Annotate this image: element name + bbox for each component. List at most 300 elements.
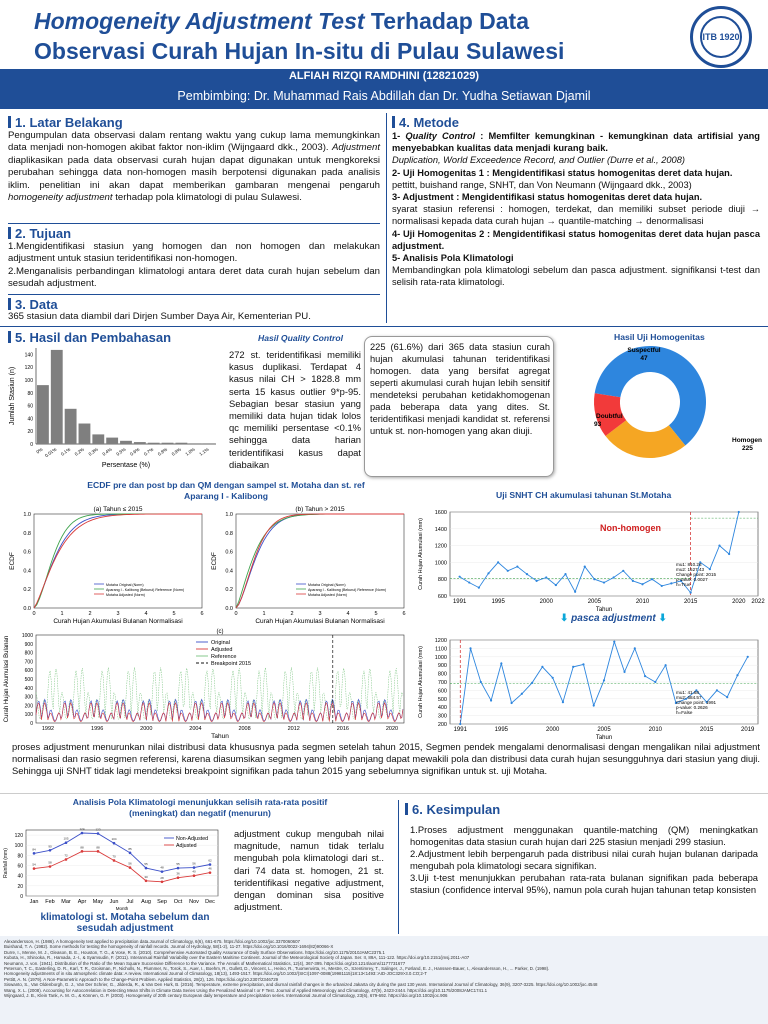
y-tick-label: 60 [27, 403, 33, 410]
y-tick-label: 500 [24, 677, 33, 683]
y-tick-label: 0.2 [23, 587, 31, 594]
series-point [516, 566, 518, 568]
x-tick-label: 2000 [545, 727, 560, 733]
series-point [603, 581, 605, 583]
x-tick-label: 2016 [336, 726, 349, 732]
series-point [623, 671, 625, 673]
series-point [500, 662, 502, 664]
histogram-bar [106, 438, 118, 444]
clim-point [49, 865, 52, 868]
reference-item: Buishand, T. A. (1982). Some methods for testing the homogeneity of rainfall records. Journal of Hydrology, 58(1-2), 11-27. https://doi.org/10.1016/0022-1694(82)90066-X [4, 944, 334, 950]
x-tick-label: Jun [109, 899, 119, 905]
y-tick-label: 600 [437, 594, 447, 600]
x-tick-label: 6 [402, 611, 406, 617]
y-tick-label: 40 [17, 873, 23, 880]
legend-label: h=True [676, 582, 691, 587]
y-tick-label: 1000 [21, 633, 33, 639]
x-tick-label: Sep [157, 899, 167, 905]
y-tick-label: 400 [24, 685, 33, 692]
title-italic: Homogeneity Adjustment Test [34, 8, 365, 34]
x-tick-label: 0.4% [101, 446, 113, 457]
histogram-bar [189, 443, 201, 444]
clim-point [97, 850, 100, 853]
data-label: 124 [79, 827, 85, 832]
legend-label: Original [211, 640, 230, 646]
series-point [690, 592, 692, 594]
kesimpulan-list [410, 824, 758, 896]
reference-item: Siswanto, S., Van Oldenborgh, G. J., Van Der Schrier, G., Jilderda, R., & Van Den Hurk, B. (2016). Temperature, extreme precipitation, and diurnal rainfall changes in the urbanized Jakarta city during the past 130 years. International Journal of Climatology, 36(9), 3207-3225. https://doi.org/10.1002/joc.4548 [4, 982, 598, 988]
x-tick-label: 2010 [635, 599, 650, 605]
histogram-bar [203, 443, 215, 444]
y-axis-label: Rainfall (mm) [3, 848, 9, 878]
y-tick-label: 500 [437, 696, 447, 703]
y-tick-label: 0.6 [225, 549, 233, 556]
reference-item: Kubota, H., Shirooka, R., Hamada, J.-I., & Syamsudin, F. (2011). Interannual Rainfall Variability over the Eastern Maritime Continent. Journal of the Meteorological Society of Japan. Ser. II, 89A, 111-122. https://doi.org/10.2151/jmsj.2011-A07 [4, 955, 470, 961]
x-tick-label: 0.3% [87, 446, 99, 457]
section-title-kesimpulan: 6. Kesimpulan [405, 802, 500, 817]
y-tick-label: 0.2 [225, 587, 233, 594]
kesimpulan-item: 1.Proses adjustment menggunakan quantile-matching (QM) meningkatkan homogenitas data stasiun curah hujan dari 225 stasiun menjadi 299 stasiun. [410, 824, 758, 847]
clim-point [161, 870, 164, 873]
x-tick-label: Mar [61, 899, 71, 905]
legend-label: p-value: 0.2626 [676, 705, 708, 710]
series-point [536, 580, 538, 582]
x-tick-label: 2 [290, 611, 294, 617]
clim-point [209, 863, 212, 866]
y-tick-label: 0 [30, 442, 33, 448]
data-label: 48 [160, 865, 164, 870]
snht-title: Uji SNHT CH akumulasi tahunan St.Motaha [496, 490, 672, 500]
clim-point [65, 858, 68, 861]
series-point [716, 689, 718, 691]
x-tick-label: 4 [346, 611, 350, 617]
data-label: 46 [208, 866, 212, 871]
series-point [555, 584, 557, 586]
legend-label: Aparang I - Kalibong (Bekurui) Reference (Norm) [106, 588, 185, 592]
y-tick-label: 120 [24, 365, 33, 372]
legend-label: Motaha Adjusted (Norm) [308, 593, 347, 597]
y-axis-label: Curah Hujan Akumulasi Bulanan [4, 635, 10, 723]
section-title-hasil: 5. Hasil dan Pembahasan [8, 330, 171, 345]
x-tick-label: 2020 [385, 726, 399, 732]
data-label: 56 [192, 861, 196, 866]
series-point [487, 572, 489, 574]
y-tick-label: 800 [437, 671, 447, 678]
x-tick-label: Apr [77, 899, 87, 905]
series-point [582, 663, 584, 665]
legend-label: mu1: 810.26 [676, 562, 702, 567]
y-tick-label: 200 [437, 722, 447, 728]
series-point [507, 570, 509, 572]
timeseries-chart [0, 623, 410, 743]
y-tick-label: 1000 [434, 560, 447, 567]
metode-list [392, 130, 760, 289]
series-point [511, 702, 513, 704]
ecdf-panel-title: (b) Tahun > 2015 [295, 506, 345, 513]
histogram-bar [79, 424, 91, 444]
x-tick-label: 2000 [140, 726, 153, 732]
x-tick-label: 1996 [91, 726, 104, 732]
x-tick-label: 1 [60, 611, 64, 617]
y-tick-label: 1.0 [23, 512, 31, 518]
advisor-line: Pembimbing: Dr. Muhammad Rais Abdillah dan Dr. Yudha Setiawan Djamil [177, 89, 591, 103]
metode-step-2: 2- Uji Homogenitas 1 : Mengidentifikasi status homogenitas deret data hujan. [392, 167, 733, 178]
x-tick-label: 6 [200, 611, 204, 617]
y-tick-label: 100 [14, 843, 23, 850]
series-point [572, 666, 574, 668]
series-point [545, 576, 547, 578]
y-tick-label: 800 [437, 577, 447, 584]
homogen-box-text: 225 (61.6%) dari 365 data stasiun curah hujan akumulasi tahunan teridentifikasi homogen. data yang bersifat agregat seperti akumulasi curah hujan lebih sensitif mendeteksi perubahan ketidakhomogenan pada beberapa data yang dites. St. teridentifikasi menjadi kandidat st. referensi untuk st. non-homogen yang akan diuji. [370, 342, 550, 436]
y-tick-label: 0.8 [225, 530, 233, 537]
title-rest: Terhadap Data [364, 8, 529, 34]
clim-text: adjustment cukup mengubah nilai magnitude, namun tidak terlalu mengubah pola klimatologi dari st.. dari 74 data st. homogen, 21 st. teridentifikasi negative adjustment, dengan dominan sisa positive adjustment. [234, 828, 384, 913]
series-point [736, 674, 738, 676]
x-axis-label: Tahun [211, 733, 229, 740]
divider [8, 294, 380, 295]
metode-step-5: 5- Analisis Pola Klimatologi [392, 253, 514, 264]
x-tick-label: 0.01% [44, 446, 58, 459]
x-tick-label: Nov [189, 899, 199, 905]
y-tick-label: 1000 [434, 654, 447, 661]
y-tick-label: 0.0 [225, 606, 233, 612]
homogeneity-pie [556, 340, 768, 470]
data-label: 28 [160, 875, 164, 880]
clim-point [145, 867, 148, 870]
x-tick-label: 2020 [732, 599, 746, 605]
data-label: 56 [128, 861, 132, 866]
x-tick-label: 0.8% [156, 446, 169, 457]
series-point [632, 580, 634, 582]
y-tick-label: 20 [17, 883, 23, 890]
clim-point [65, 841, 68, 844]
legend-label: p-value: 0.0027 [676, 577, 708, 582]
kesimpulan-item: 3.Uji t-test menunjukkan perubahan rata-rata bulanan signifikan pada beberapa stasiun (confidence interval 95%), namun pola curah hujan tahunan tetap konsisten [410, 872, 758, 895]
series-point [651, 578, 653, 580]
metode-adjust-desc: syarat stasiun referensi : homogen, terdekat, dan memiliki subset periode diuji → normalisasi kepada data curah hujan → quantile-matching → denormalisasi [392, 204, 760, 227]
section-title-data: 3. Data [8, 297, 58, 312]
data-label: 30 [144, 874, 148, 879]
legend-label: mu2: 684.57 [676, 695, 702, 700]
tujuan-item-2: 2.Menganalisis perbandingan klimatologi antara deret data curah hujan sebelum dan sesudah adjustment. [8, 266, 380, 290]
y-tick-label: 1200 [434, 638, 447, 644]
x-axis-label: Curah Hujan Akumulasi Bulanan Normalisasi [255, 618, 385, 625]
y-tick-label: 400 [437, 705, 447, 712]
x-axis-label: Month [115, 906, 129, 911]
series-point [478, 587, 480, 589]
clim-point [49, 849, 52, 852]
y-axis-label: Curah Hujan Akumulasi (mm) [418, 646, 424, 718]
series-point [718, 545, 720, 547]
series-point [726, 696, 728, 698]
data-label: 72 [64, 853, 68, 858]
y-tick-label: 600 [437, 688, 447, 695]
qc-text: 272 st. teridentifikasi memiliki kasus duplikasi. Terdapat 4 kasus nilai CH > 1828.8 mm serta 15 kasus outlier 9*p-95. Sebagian besar stasiun yang memiliki data hujan tidak lolos qc memiliki persentase <0.1% sehingga data harian teridentifikasi kasus dapat diabaikan [229, 349, 361, 470]
x-tick-label: 0% [35, 446, 44, 455]
x-tick-label: 0.1% [59, 446, 72, 457]
x-tick-label: 1991 [452, 599, 467, 605]
data-label: 36 [176, 871, 180, 876]
legend-label: Reference [211, 654, 237, 660]
y-tick-label: 800 [24, 650, 33, 657]
section-title-latar: 1. Latar Belakang [8, 115, 123, 130]
down-arrow-icon: ⬇ [658, 613, 667, 624]
data-label: 55 [144, 862, 148, 867]
y-tick-label: 1100 [435, 646, 447, 653]
reference-item: Homogeneity adjustments of in situ atmospheric climate data: A review. International Journal of Climatology, 18(13), 1493-1517. https://doi.org/10.1002/(SICI)1097-0088(19981115)18:13<1493::AID-JOC329>3.0.CO;2-T [4, 971, 427, 977]
x-tick-label: 0.5% [115, 446, 127, 457]
legend-label: Motaha Original (Norm) [308, 583, 346, 587]
series-point [562, 701, 564, 703]
data-label: 105 [63, 836, 69, 841]
data-label: 40 [192, 869, 196, 874]
histogram-bar [37, 385, 49, 444]
y-tick-label: 900 [437, 663, 447, 670]
clim-point [193, 866, 196, 869]
y-tick-label: 120 [14, 833, 23, 840]
pie-label: Suspectful [627, 347, 661, 354]
clim-point [33, 852, 36, 855]
data-label: 104 [111, 837, 117, 842]
y-tick-label: 1600 [434, 510, 447, 516]
x-tick-label: 0.9% [170, 446, 182, 457]
author-name: ALFIAH RIZQI RAMDHINI (12821029) [288, 70, 480, 82]
x-tick-label: 4 [144, 611, 148, 617]
pasca-label: ⬇ pasca adjustment ⬇ [560, 613, 667, 624]
x-tick-label: Dec [205, 899, 215, 905]
histogram-bar [134, 442, 146, 444]
series-point [661, 585, 663, 587]
series-point [654, 681, 656, 683]
x-tick-label: 5 [374, 611, 378, 617]
histogram-bar [162, 443, 174, 444]
references [4, 939, 764, 998]
y-tick-label: 1.0 [225, 512, 233, 518]
x-axis-label: Persentase (%) [101, 462, 151, 469]
clim-point [113, 859, 116, 862]
legend-label: Motaha Adjusted (Norm) [106, 593, 145, 597]
y-tick-label: 1200 [434, 543, 447, 550]
x-tick-label: 3 [318, 611, 322, 617]
data-label: 70 [112, 854, 116, 859]
y-tick-label: 300 [24, 694, 33, 701]
y-tick-label: 100 [24, 378, 33, 384]
y-tick-label: 300 [437, 713, 447, 720]
series-point [670, 582, 672, 584]
series-point [641, 583, 643, 585]
climatology-chart [0, 822, 228, 914]
x-tick-label: 0.7% [142, 446, 155, 457]
x-tick-label: 2015 [699, 727, 714, 733]
y-tick-label: 700 [437, 680, 447, 686]
series-point [468, 581, 470, 583]
series-point [480, 681, 482, 683]
x-tick-label: 0.2% [73, 446, 86, 457]
series-point [564, 573, 566, 575]
reference-item: Durre, I., Menne, M. J., Gleason, B. E., Houston, T. G., & Vose, R. S. (2010). Comprehensive Automated Quality Assurance of Daily Surface Observations. https://doi.org/10.1175/2010JAMC2375.1 [4, 949, 385, 955]
series-point [603, 679, 605, 681]
histogram-bar [51, 350, 63, 444]
legend-label: Aparang I - Kalibong (Bekurui) Reference (Norm) [308, 588, 387, 592]
series-point [552, 677, 554, 679]
histogram-bar [148, 443, 160, 444]
series-point [593, 578, 595, 580]
histogram-bar [65, 409, 77, 444]
series-point [531, 682, 533, 684]
metode-step-4: 4- Uji Homogenitas 2 : Mengidentifikasi status homogenitas deret data hujan pasca adjustment. [392, 228, 760, 251]
series-point [541, 666, 543, 668]
legend-label: Non-Adjusted [176, 836, 209, 842]
column-divider [386, 113, 387, 323]
x-tick-label: 2012 [287, 726, 300, 732]
y-tick-label: 0.8 [23, 530, 31, 537]
section-title-metode: 4. Metode [392, 115, 459, 130]
section-title-tujuan: 2. Tujuan [8, 226, 71, 241]
data-text: 365 stasiun data diambil dari Dirjen Sumber Daya Air, Kementerian PU. [8, 311, 311, 322]
legend-label: Breakpoint 2015 [211, 661, 252, 667]
divider [8, 223, 380, 224]
x-tick-label: 0 [32, 611, 36, 617]
x-tick-label: Jan [29, 899, 39, 905]
x-tick-label: 2005 [597, 727, 611, 733]
x-tick-label: Jul [126, 899, 134, 905]
x-tick-label: 2010 [648, 727, 663, 733]
series-point [747, 656, 749, 658]
clim-point [209, 871, 212, 874]
y-axis-label: ECDF [211, 552, 218, 570]
reference-item: Wang, X. L. (2008). Accounting for Autocorrelation in Detecting Mean Shifts in Climate Data Series Using the Penalized Maximal t or F Test. Journal of Applied Meteorology and Climatology, 47(9), 2423-2444. https://doi.org/10.1175/2008JAMC1741.1 [4, 987, 488, 993]
legend-label: Adjusted [211, 647, 233, 653]
legend-label: mu2: 1527.43 [676, 567, 705, 572]
down-arrow-icon: ⬇ [560, 613, 569, 624]
series-point [613, 576, 615, 578]
clim-point [161, 880, 164, 883]
y-tick-label: 80 [27, 390, 33, 397]
clim-point [97, 832, 100, 835]
ecdf-panel-title: (a) Tahun ≤ 2015 [93, 506, 143, 513]
data-label: 85 [128, 846, 132, 851]
y-tick-label: 40 [27, 416, 33, 423]
poster-title-line2: Observasi Curah Hujan In-situ di Pulau Sulawesi [34, 38, 565, 64]
x-tick-label: 1992 [41, 726, 55, 732]
divider [0, 793, 768, 794]
clim-point [193, 874, 196, 877]
series-point [728, 553, 730, 555]
y-tick-label: 900 [24, 641, 33, 648]
clim-line [34, 851, 210, 882]
y-tick-label: 200 [24, 703, 33, 710]
clim-title: Analisis Pola Klimatologi menunjukkan selisih rata-rata positif (meningkat) dan negatif (menurun) [72, 797, 328, 818]
series-point [469, 647, 471, 649]
series-point [593, 704, 595, 706]
data-label: 58 [48, 860, 52, 865]
x-tick-label: 2015 [683, 599, 698, 605]
x-tick-label: 2008 [238, 726, 251, 732]
x-tick-label: Oct [173, 899, 183, 905]
x-tick-label: 1.1% [198, 446, 210, 457]
x-tick-label: 2022 [751, 599, 765, 605]
clim-point [129, 852, 132, 855]
metode-clim-desc: Membandingkan pola klimatologi sebelum dan pasca adjustment. signifikansi t-test dan selisih rata-rata klimatologi. [392, 265, 760, 288]
y-tick-label: 0 [30, 721, 33, 727]
tujuan-item-1: 1.Mengidentifikasi stasiun yang homogen dan non homogen dan melakukan adjustment untuk stasiun teridentifikasi non-homogen. [8, 241, 380, 265]
data-label: 88 [96, 845, 100, 850]
ts-panel-title: (c) [216, 629, 224, 635]
y-tick-label: 0.4 [23, 568, 31, 575]
poster-title-line1 [34, 8, 529, 35]
series-point [584, 566, 586, 568]
y-tick-label: 60 [17, 863, 23, 870]
reference-item: Neumann, J. von. (1941). Distribution of the Ratio of the Mean Square Successive Difference to the Variance. The Annals of Mathematical Statistics, 12(4), 367-395. https://doi.org/10.1214/aoms/1177731677 [4, 960, 406, 966]
y-tick-label: 0.0 [23, 606, 31, 612]
series-point [644, 675, 646, 677]
metode-qc-refs: Duplication, World Exceedence Record, and Outlier (Durre et al., 2008) [392, 155, 685, 166]
histogram-bar [92, 434, 104, 444]
series-point [526, 573, 528, 575]
ecdf-charts [0, 500, 410, 625]
data-label: 54 [32, 862, 36, 867]
x-axis-label: Tahun [595, 607, 613, 612]
y-tick-label: 100 [24, 712, 33, 719]
reference-item: Pettitt, A. N. (1979). A Non-Parametric Approach to the Change-Point Problem. Applied Statistics, 28(2), 126. https://doi.org/10.2307/2346729 [4, 976, 279, 982]
y-tick-label: 700 [24, 659, 33, 666]
series-point [490, 699, 492, 701]
qc-title: Hasil Quality Control [258, 333, 343, 343]
series-point [709, 568, 711, 570]
x-tick-label: 1.0% [184, 446, 196, 457]
legend-label: mu1: 41.68 [676, 690, 699, 695]
data-label: 55 [176, 862, 180, 867]
metode-tests: pettitt, buishand range, SNHT, dan Von Neumann (Wijngaard dkk., 2003) [392, 179, 692, 190]
non-homogen-label: Non-homogen [600, 523, 661, 533]
pie-label: Homogen [732, 437, 762, 444]
ecdf-title: ECDF pre dan post bp dan QM dengan sampel st. Motaha dan st. ref Aparang I - Kalibong [87, 480, 365, 501]
y-tick-label: 0.4 [225, 568, 233, 575]
pie-label: Doubtful [596, 413, 623, 420]
column-divider [398, 800, 399, 934]
qc-histogram [0, 340, 224, 470]
x-tick-label: 2005 [587, 599, 602, 605]
x-tick-label: 1995 [491, 599, 505, 605]
x-tick-label: 5 [172, 611, 176, 617]
x-tick-label: Aug [141, 899, 151, 905]
metode-step-1: 1- Quality Control : Memfilter kemungkinan - kemungkinan data artifisial yang menyebabkan kualitas data menjadi kurang baik. [392, 131, 760, 154]
series-point [521, 693, 523, 695]
legend-label: h=False [676, 710, 693, 715]
x-tick-label: 1995 [494, 727, 509, 733]
x-tick-label: May [92, 899, 104, 905]
y-axis-label: Curah Hujan Akumulasi (mm) [418, 518, 424, 590]
x-tick-label: 0 [234, 611, 238, 617]
histogram-bar [175, 443, 187, 444]
legend-label: Change point: 2015 [676, 572, 717, 577]
legend-label: Change point: 1991 [676, 700, 717, 705]
series-point [622, 570, 624, 572]
clim-point [129, 866, 132, 869]
x-tick-label: Feb [45, 899, 55, 905]
series-point [459, 576, 461, 578]
x-tick-label: 2004 [189, 726, 202, 732]
data-label: 88 [80, 845, 84, 850]
x-axis-label: Curah Hujan Akumulasi Bulanan Normalisasi [53, 618, 183, 625]
y-tick-label: 0.6 [23, 549, 31, 556]
data-label: 90 [48, 844, 52, 849]
series-point [459, 723, 461, 725]
data-label: 123 [95, 827, 101, 832]
series-point [613, 641, 615, 643]
legend-label: Adjusted [176, 843, 197, 849]
clim-caption: klimatologi st. Motaha sebelum dan sesudah adjustment [40, 912, 210, 934]
